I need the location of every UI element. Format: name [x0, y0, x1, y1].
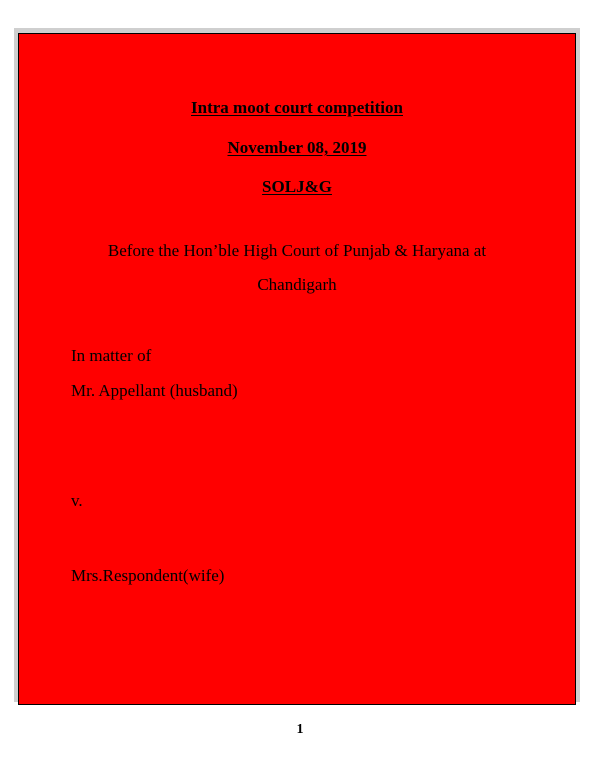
- competition-title: Intra moot court competition: [191, 98, 403, 117]
- versus-label: v.: [71, 491, 83, 510]
- court-statement-line-1: Before the Hon’ble High Court of Punjab & Haryana at: [107, 241, 487, 260]
- page-number: 1: [296, 722, 304, 737]
- cover-page: [18, 33, 576, 705]
- court-statement-line-2: Chandigarh: [257, 275, 337, 294]
- appellant-name: Mr. Appellant (husband): [71, 381, 238, 400]
- competition-date: November 08, 2019: [227, 138, 367, 157]
- respondent-name: Mrs.Respondent(wife): [71, 566, 225, 585]
- court-statement: [71, 234, 523, 302]
- matter-intro: In matter of: [71, 346, 152, 365]
- institution-name: SOLJ&G: [262, 177, 332, 196]
